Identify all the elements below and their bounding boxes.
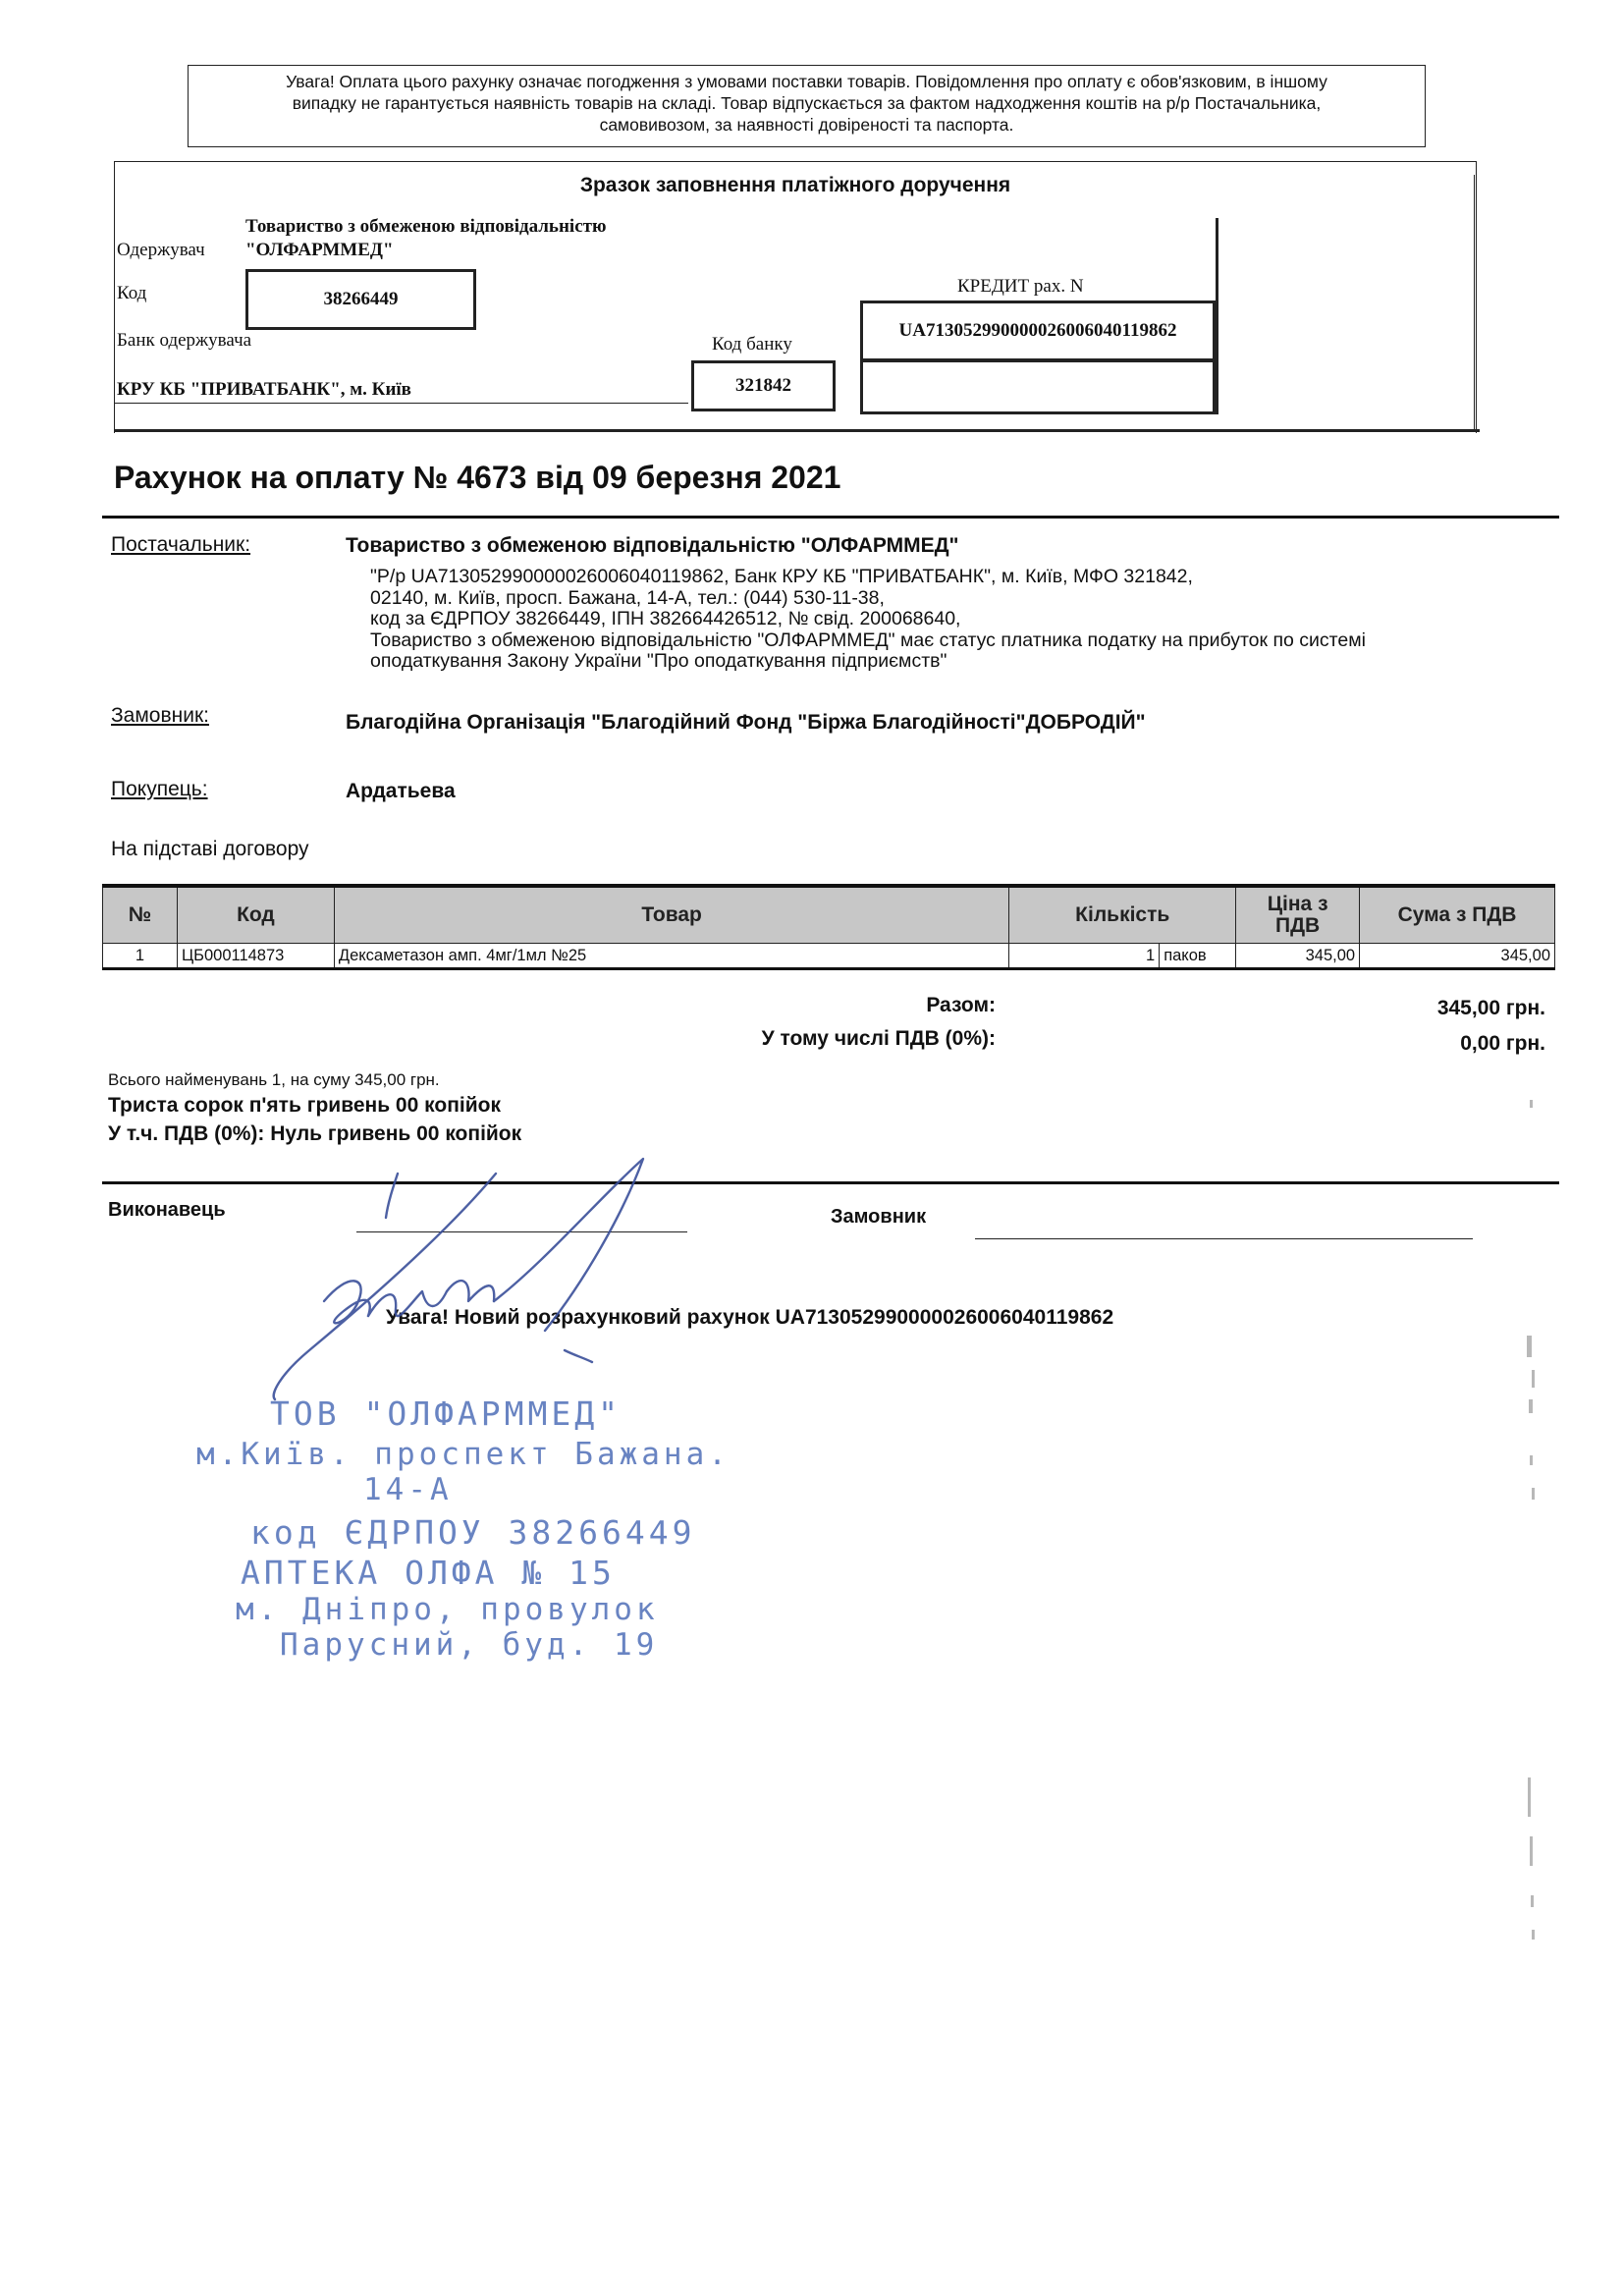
stamp-line: м. Дніпро, провулок	[236, 1592, 659, 1627]
warning-box	[188, 65, 1426, 147]
bank-name: КРУ КБ "ПРИВАТБАНК", м. Київ	[117, 379, 411, 400]
buyer-name: Ардатьева	[346, 780, 456, 802]
warning-line-3: самовивозом, за наявності довіреності та паспорта.	[599, 115, 1014, 135]
stamp-line: 14-А	[363, 1472, 453, 1507]
code-box	[245, 269, 476, 330]
scan-speck	[1532, 1488, 1535, 1500]
scan-speck	[1530, 1100, 1533, 1108]
bank-code-value: 321842	[735, 375, 791, 396]
recipient-label: Одержувач	[117, 240, 205, 260]
payment-sample-title: Зразок заповнення платіжного доручення	[579, 174, 1011, 196]
supplier-detail-line: оподаткування Закону України "Про оподаткування підприємств"	[370, 650, 947, 672]
scan-speck	[1529, 1399, 1533, 1413]
header-num: №	[103, 886, 178, 944]
scan-speck	[1528, 1777, 1531, 1817]
row-unit: паков	[1160, 944, 1236, 969]
vat-value: 0,00 грн.	[1460, 1032, 1545, 1055]
credit-label: КРЕДИТ рах. N	[957, 276, 1084, 297]
stamp-line: АПТЕКА ОЛФА № 15	[241, 1554, 616, 1592]
code-value: 38266449	[323, 289, 399, 309]
stamp-line: код ЄДРПОУ 38266449	[250, 1513, 696, 1552]
customer-signature-line	[975, 1238, 1473, 1239]
supplier-detail-line: "Р/р UA713052990000026006040119862, Банк КРУ КБ "ПРИВАТБАНК", м. Київ, МФО 321842,	[370, 566, 1193, 587]
scan-speck	[1530, 1836, 1533, 1866]
scan-speck	[1531, 1895, 1534, 1907]
row-sum: 345,00	[1360, 944, 1555, 969]
warning-line-1: Увага! Оплата цього рахунку означає погодження з умовами поставки товарів. Повідомлення про оплату є обов'язковим, в іншому	[286, 72, 1327, 91]
row-product: Дексаметазон амп. 4мг/1мл №25	[334, 944, 1008, 969]
company-stamp	[196, 1394, 731, 1663]
payment-sample-right-edge	[1474, 175, 1475, 430]
customer-label: Замовник:	[111, 704, 209, 727]
header-product: Товар	[334, 886, 1008, 944]
scan-speck	[1532, 1930, 1535, 1940]
bank-code-box	[691, 360, 836, 411]
header-price-line-1: Ціна з	[1267, 893, 1328, 915]
basis-text: На підставі договору	[111, 838, 309, 860]
title-rule	[102, 516, 1559, 519]
new-account-notice: Увага! Новий розрахунковий рахунок UA713052990000026006040119862	[386, 1306, 1114, 1329]
warning-line-2: випадку не гарантується наявність товарів на складі. Товар відпускається за фактом надходження коштів на р/р Постачальника,	[292, 93, 1322, 113]
scan-speck	[1532, 1370, 1535, 1388]
recipient-name-line-2: "ОЛФАРММЕД"	[245, 240, 394, 260]
code-label: Код	[117, 283, 147, 303]
amount-in-words: Триста сорок п'ять гривень 00 копійок	[108, 1094, 501, 1117]
header-qty: Кількість	[1009, 886, 1236, 944]
account-empty-box	[860, 359, 1216, 414]
supplier-name: Товариство з обмеженою відповідальністю "ОЛФАРММЕД"	[346, 534, 959, 557]
supplier-detail-line: Товариство з обмеженою відповідальністю "ОЛФАРММЕД" має статус платника податку на прибуток по системі	[370, 629, 1366, 651]
row-num: 1	[103, 944, 178, 969]
invoice-title: Рахунок на оплату № 4673 від 09 березня 2021	[114, 460, 841, 495]
payment-sample-divider	[1216, 218, 1218, 414]
supplier-details	[370, 567, 1366, 673]
bank-name-underline	[114, 403, 688, 404]
total-value: 345,00 грн.	[1436, 997, 1545, 1019]
table-header-row	[103, 886, 1555, 944]
header-sum: Сума з ПДВ	[1360, 886, 1555, 944]
vat-in-words: У т.ч. ПДВ (0%): Нуль гривень 00 копійок	[108, 1122, 522, 1145]
account-value: UA713052990000026006040119862	[898, 320, 1177, 341]
header-price-line-2: ПДВ	[1275, 914, 1321, 937]
total-label: Разом:	[926, 994, 996, 1016]
customer-name: Благодійна Організація "Благодійний Фонд "Біржа Благодійності"ДОБРОДІЙ"	[346, 711, 1146, 734]
stamp-line: Парусний, буд. 19	[280, 1627, 659, 1663]
supplier-detail-line: 02140, м. Київ, просп. Бажана, 14-А, тел.: (044) 530-11-38,	[370, 586, 885, 609]
buyer-label: Покупець:	[111, 778, 208, 800]
stamp-line: м.Київ. проспект Бажана.	[196, 1437, 731, 1472]
executor-label: Виконавець	[108, 1199, 226, 1221]
bank-code-label: Код банку	[712, 334, 792, 355]
table-row	[103, 944, 1555, 969]
header-price	[1236, 886, 1360, 944]
vat-label: У тому числі ПДВ (0%):	[761, 1027, 996, 1050]
items-count-line: Всього найменувань 1, на суму 345,00 грн.	[108, 1070, 440, 1089]
payment-sample-bottom-rule	[114, 429, 1480, 432]
scan-speck	[1527, 1336, 1532, 1357]
supplier-label: Постачальник:	[111, 533, 251, 556]
row-qty: 1	[1009, 944, 1160, 969]
scan-speck	[1530, 1455, 1533, 1465]
supplier-detail-line: код за ЄДРПОУ 38266449, ІПН 382664426512, № свід. 200068640,	[370, 608, 961, 629]
stamp-line: ТОВ "ОЛФАРММЕД"	[270, 1394, 623, 1433]
row-price: 345,00	[1236, 944, 1360, 969]
account-box	[860, 301, 1216, 361]
customer-signature-label: Замовник	[831, 1206, 927, 1228]
row-code: ЦБ000114873	[177, 944, 334, 969]
bank-label: Банк одержувача	[117, 330, 252, 351]
recipient-name-line-1: Товариство з обмеженою відповідальністю	[245, 216, 607, 237]
handwritten-signature	[250, 1154, 702, 1409]
header-code: Код	[177, 886, 334, 944]
items-table	[102, 884, 1555, 970]
